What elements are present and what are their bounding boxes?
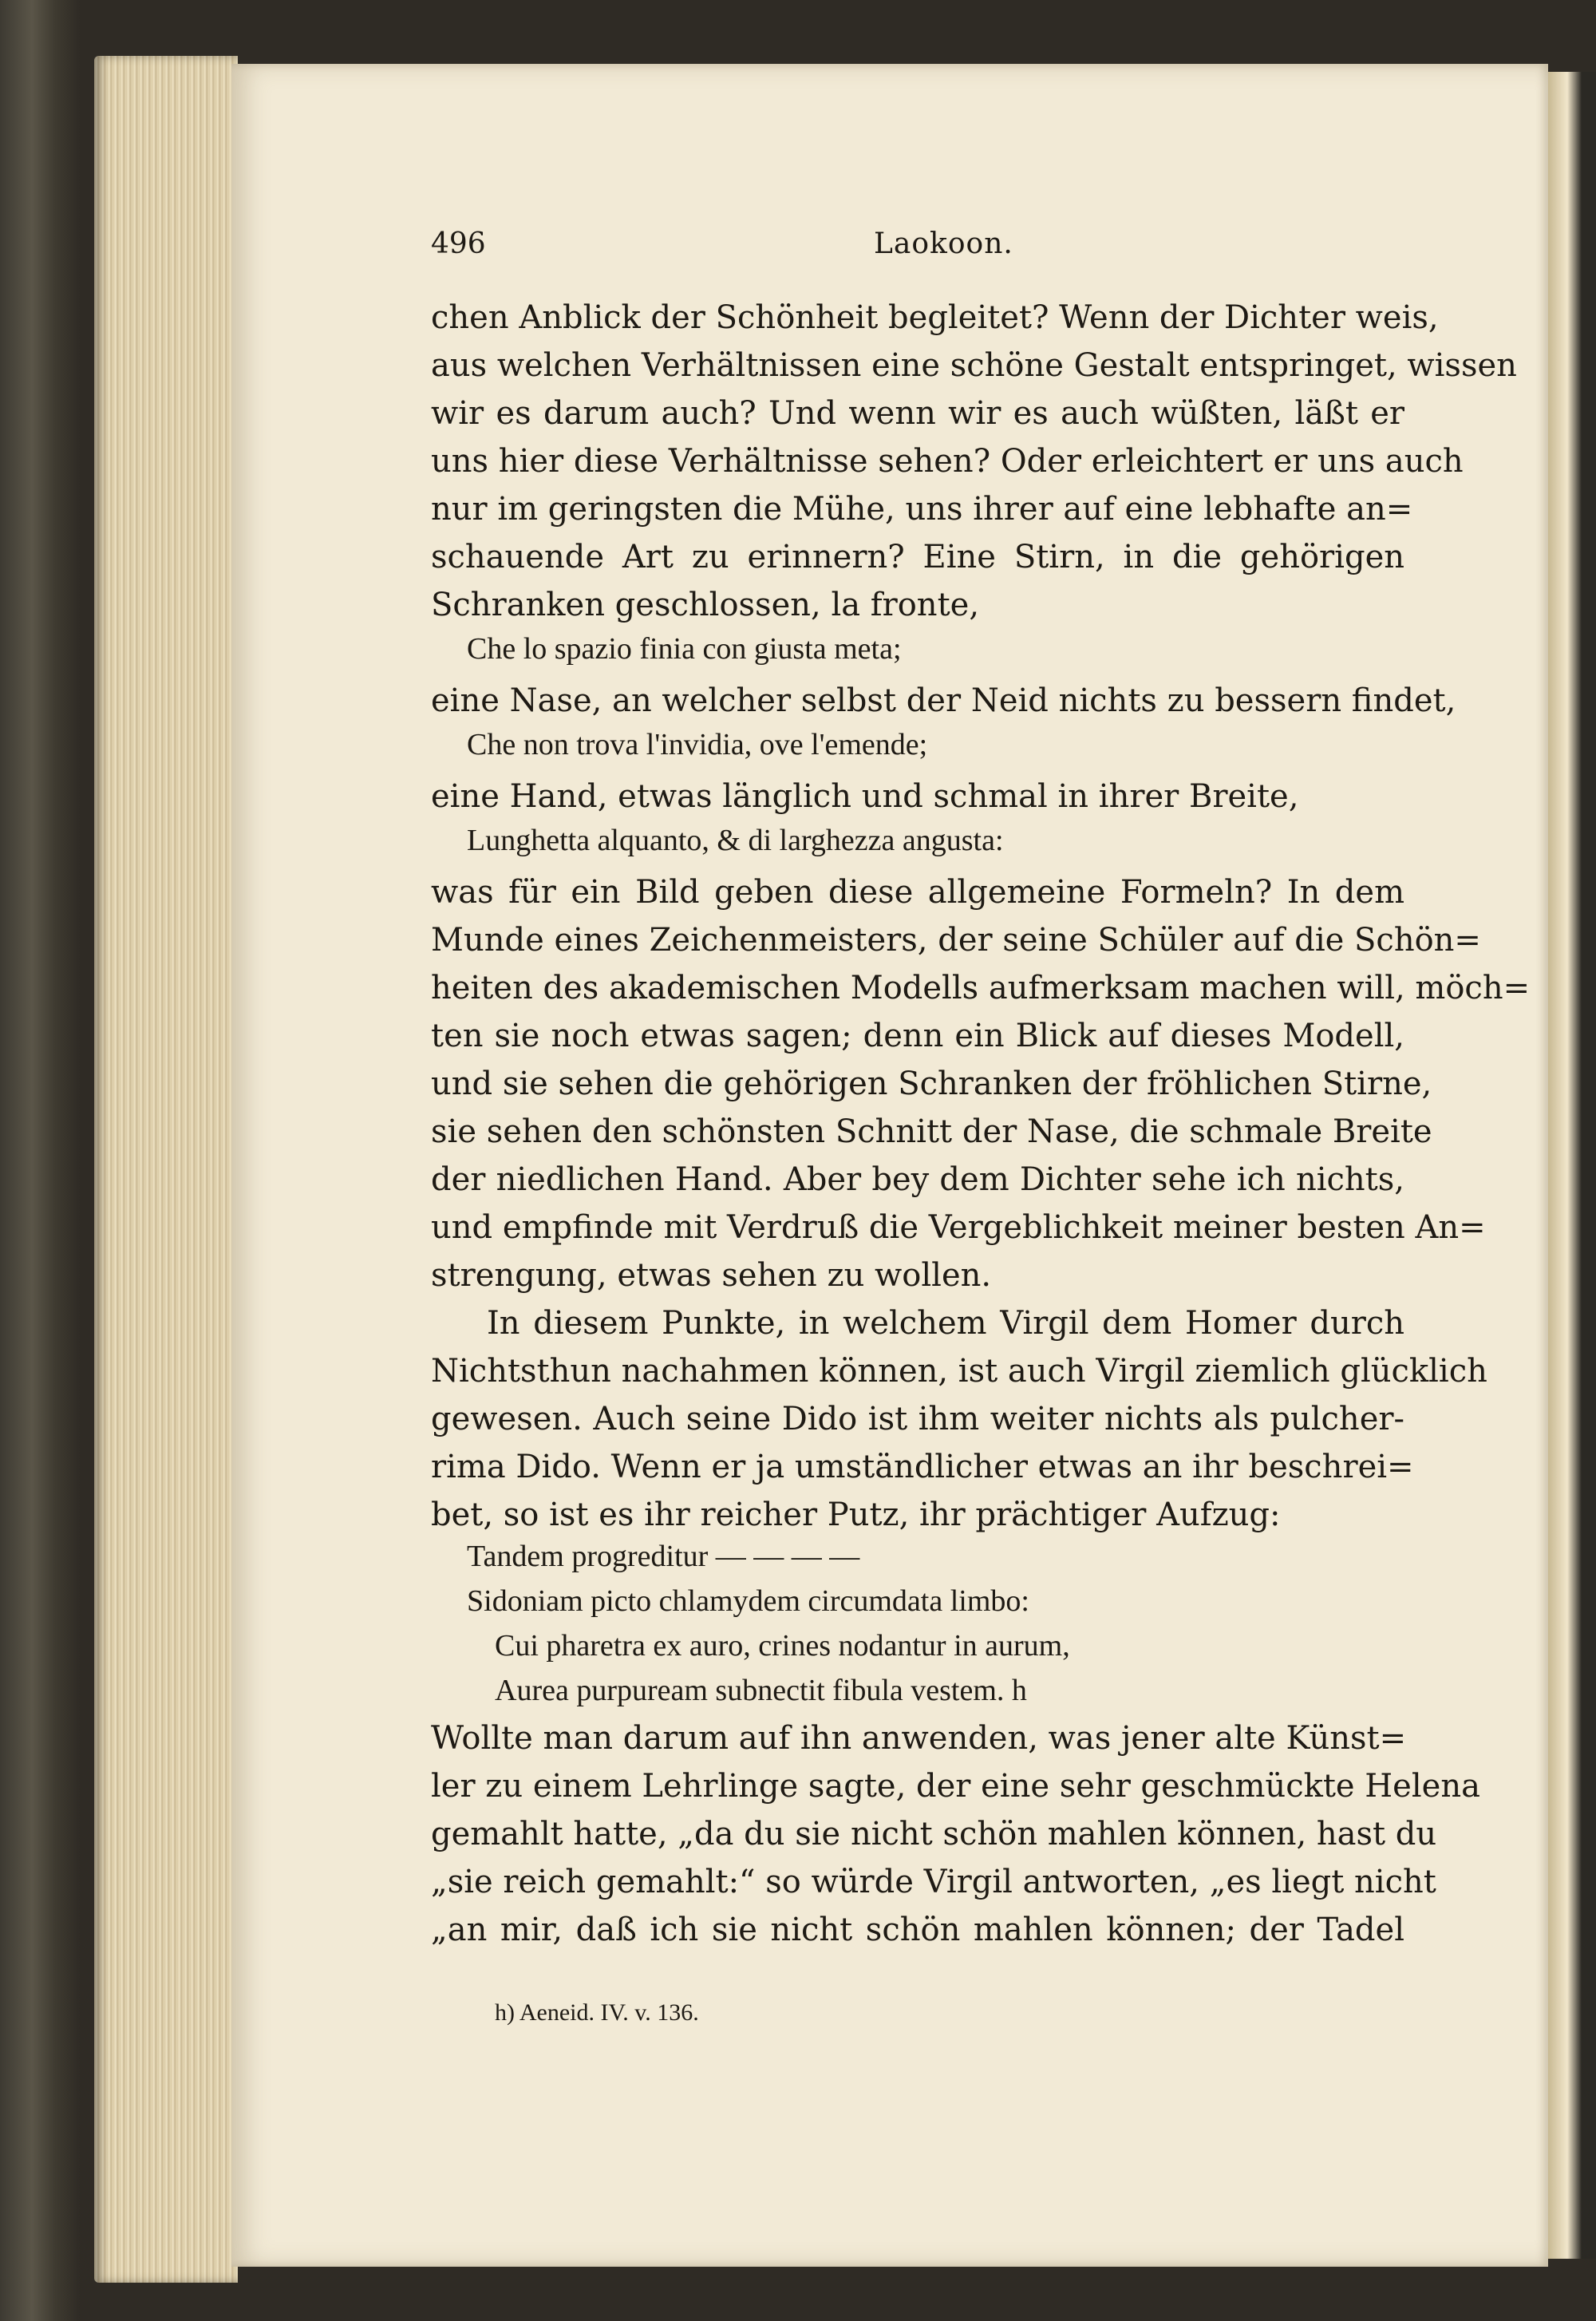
text-line: nur im geringsten die Mühe, uns ihrer auf eine lebhafte an= [431, 491, 1413, 528]
text-line: schauende Art zu erinnern? Eine Stirn, in die gehörigen [431, 539, 1404, 575]
text-line: bet, so ist es ihr reicher Putz, ihr prächtiger Aufzug: [431, 1497, 1281, 1533]
text-line: chen Anblick der Schönheit begleitet? Wenn der Dichter weis, [431, 299, 1439, 336]
text-line: ten sie noch etwas sagen; denn ein Blick auf dieses Modell, [431, 1018, 1404, 1054]
page-header [431, 227, 1404, 275]
text-line: uns hier diese Verhältnisse sehen? Oder erleichtert er uns auch [431, 443, 1464, 480]
text-line: sie sehen den schönsten Schnitt der Nase, die schmale Breite [431, 1113, 1432, 1150]
text-line: heiten des akademischen Modells aufmerksam machen will, möch= [431, 970, 1531, 1006]
text-line: und sie sehen die gehörigen Schranken der fröhlichen Stirne, [431, 1066, 1432, 1102]
latin-verse: Tandem progreditur — — — — [467, 1540, 860, 1573]
latin-verse: Cui pharetra ex auro, crines nodantur in aurum, [495, 1629, 1070, 1663]
text-line: und empfinde mit Verdruß die Vergeblichkeit meiner besten An= [431, 1209, 1486, 1246]
italian-quote: Lunghetta alquanto, & di larghezza angusta: [467, 824, 1004, 857]
text-line: strengung, etwas sehen zu wollen. [431, 1257, 992, 1294]
italian-quote: Che lo spazio finia con giusta meta; [467, 632, 902, 666]
text-line: In diesem Punkte, in welchem Virgil dem Homer durch [487, 1305, 1404, 1342]
text-line: „sie reich gemahlt:“ so würde Virgil antworten, „es liegt nicht [431, 1864, 1436, 1900]
footnote: h) Aeneid. IV. v. 136. [495, 1999, 699, 2026]
text-line: der niedlichen Hand. Aber bey dem Dichter sehe ich nichts, [431, 1161, 1404, 1198]
latin-verse: Aurea purpuream subnectit fibula vestem. h [495, 1674, 1027, 1707]
page-number: 496 [431, 227, 486, 260]
text-line: Munde eines Zeichenmeisters, der seine Schüler auf die Schön= [431, 922, 1481, 959]
text-line: eine Hand, etwas länglich und schmal in ihrer Breite, [431, 778, 1299, 815]
text-line: Nichtsthun nachahmen können, ist auch Virgil ziemlich glücklich [431, 1353, 1487, 1390]
text-line: ler zu einem Lehrlinge sagte, der eine sehr geschmückte Helena [431, 1768, 1480, 1805]
text-line: rima Dido. Wenn er ja umständlicher etwas an ihr beschrei= [431, 1449, 1414, 1485]
text-line: Wollte man darum auf ihn anwenden, was jener alte Künst= [431, 1720, 1407, 1757]
latin-verse: Sidoniam picto chlamydem circumdata limbo: [467, 1584, 1029, 1618]
text-line: was für ein Bild geben diese allgemeine Formeln? In dem [431, 874, 1404, 911]
text-line: eine Nase, an welcher selbst der Neid nichts zu bessern findet, [431, 682, 1456, 719]
italian-quote: Che non trova l'invidia, ove l'emende; [467, 728, 928, 761]
text-line: aus welchen Verhältnissen eine schöne Gestalt entspringet, wissen [431, 347, 1517, 384]
text-line: wir es darum auch? Und wenn wir es auch wüßten, läßt er [431, 395, 1404, 432]
text-line: gewesen. Auch seine Dido ist ihm weiter nichts als pulcher- [431, 1401, 1404, 1437]
page-stack-edge [94, 56, 238, 2283]
right-page-edge [1548, 72, 1596, 2259]
text-line: Schranken geschlossen, la fronte, [431, 587, 980, 623]
running-title: Laokoon. [874, 227, 1013, 260]
text-line: gemahlt hatte, „da du sie nicht schön mahlen können, hast du [431, 1816, 1437, 1852]
text-line: „an mir, daß ich sie nicht schön mahlen können; der Tadel [431, 1912, 1404, 1948]
